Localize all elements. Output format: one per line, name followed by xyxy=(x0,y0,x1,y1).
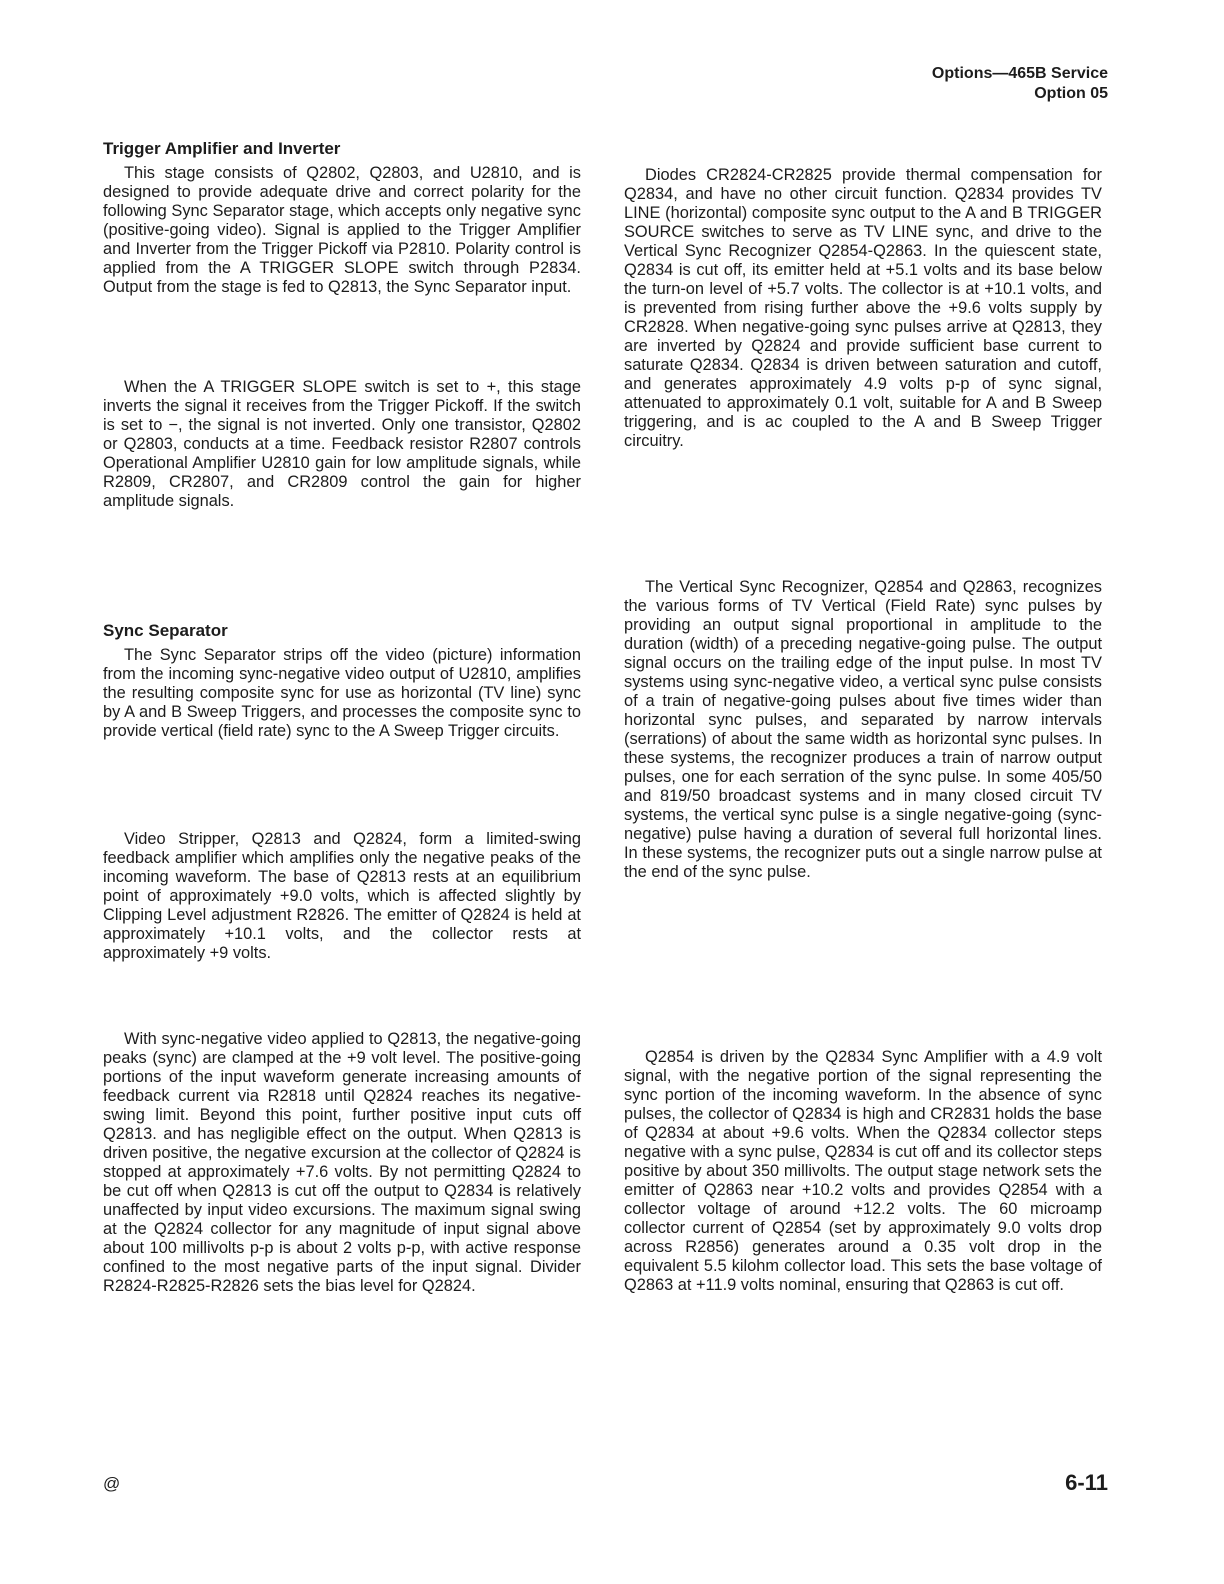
paragraph-sync-separator: The Sync Separator strips off the video (picture) information from the incoming sync-negative video output of U2810, amplifies the resulting composite sync for use as horizontal (TV line) sync by A and B Sweep Triggers, and processes the composite sync to provide vertical (field rate) sync to the A Sweep Trigger circuits. xyxy=(103,646,581,740)
heading-sync-separator: Sync Separator xyxy=(103,621,228,640)
right-section-q2854 xyxy=(624,1048,1102,1295)
right-section-vertical-sync xyxy=(624,578,1102,882)
heading-trigger-amplifier: Trigger Amplifier and Inverter xyxy=(103,139,341,158)
left-section-sync xyxy=(103,620,581,741)
paragraph-q2854-drive: Q2854 is driven by the Q2834 Sync Amplifier with a 4.9 volt signal, with the negative portion of the signal representing the sync portion of the incoming waveform. In the absence of sync pulses, the collector of Q2834 is high and CR2831 holds the base of Q2834 at about +9.6 volts. When the Q2834 collector steps negative with a sync pulse, Q2834 is cut off and its collector steps positive by about 350 millivolts. The output stage network sets the emitter of Q2863 near +10.2 volts and provides Q2854 with a collector voltage of around +12.2 volts. The 60 microamp collector current of Q2854 (set by approximately 9.0 volts drop across R2856) generates around a 0.35 volt drop in the equivalent 5.5 kilohm collector load. This sets the base voltage of Q2863 at +11.9 volts nominal, ensuring that Q2863 is cut off. xyxy=(624,1048,1102,1294)
left-section-slope xyxy=(103,378,581,511)
page-header xyxy=(932,64,1108,104)
paragraph-video-stripper: Video Stripper, Q2813 and Q2824, form a limited-swing feedback amplifier which amplifies only the negative peaks of the incoming waveform. The base of Q2813 rests at an equilibrium point of approximately +9.0 volts, which is affected slightly by Clipping Level adjustment R2826. The emitter of Q2824 is held at approximately +10.1 volts, and the collector rests at approximately +9 volts. xyxy=(103,830,581,962)
paragraph-vertical-sync-recognizer: The Vertical Sync Recognizer, Q2854 and Q2863, recognizes the various forms of TV Vertical (Field Rate) sync pulses by providing an output signal proportional in amplitude to the duration (width) of a preceding negative-going pulse. The output signal occurs on the trailing edge of the input pulse. In most TV systems using sync-negative video, a vertical sync pulse consists of a train of negative-going pulses about five times wider than horizontal sync pulses, and separated by narrow intervals (serrations) of about the same width as horizontal sync pulses. In these systems, the recognizer produces a train of narrow output pulses, one for each serration of the sync pulse. In some 405/50 and 819/50 broadcast systems and in many closed circuit TV systems, the vertical sync pulse is a single negative-going (sync-negative) pulse having a duration of several full horizontal lines. In these systems, the recognizer puts out a single narrow pulse at the end of the sync pulse. xyxy=(624,578,1102,881)
paragraph-trigger-stage: This stage consists of Q2802, Q2803, and U2810, and is designed to provide adequate drive and correct polarity for the following Sync Separator stage, which accepts only negative sync (positive-going video). Signal is applied to the Trigger Amplifier and Inverter from the Trigger Pickoff via P2810. Polarity control is applied from the A TRIGGER SLOPE switch through P2834. Output from the stage is fed to Q2813, the Sync Separator input. xyxy=(103,164,581,296)
page-number: 6-11 xyxy=(1065,1470,1108,1495)
left-section-sync-negative xyxy=(103,1030,581,1296)
paragraph-sync-negative-video: With sync-negative video applied to Q2813, the negative-going peaks (sync) are clamped at the +9 volt level. The positive-going portions of the input waveform generate increasing amounts of feedback current via R2818 until Q2824 reaches its negative-swing limit. Beyond this point, further positive input cuts off Q2813. and has negligible effect on the output. When Q2813 is driven positive, the negative excursion at the collector of Q2824 is stopped at approximately +7.6 volts. By not permitting Q2824 to be cut off when Q2813 is cut off the output to Q2834 is relatively unaffected by input video excursions. The maximum signal swing at the Q2824 collector for any magnitude of input signal above about 100 millivolts p-p is about 2 volts p-p, with active response confined to the most negative parts of the input signal. Divider R2824-R2825-R2826 sets the bias level for Q2824. xyxy=(103,1030,581,1295)
left-section-trigger xyxy=(103,138,581,297)
header-manual-title: Options—465B Service xyxy=(931,65,1108,82)
right-section-diodes xyxy=(624,166,1102,451)
header-option-label: Option 05 xyxy=(1034,85,1108,102)
footer-symbol: @ xyxy=(103,1474,121,1493)
paragraph-diodes: Diodes CR2824-CR2825 provide thermal compensation for Q2834, and have no other circuit function. Q2834 provides TV LINE (horizontal) composite sync output to the A and B TRIGGER SOURCE switches to serve as TV LINE sync, and drive to the Vertical Sync Recognizer Q2854-Q2863. In the quiescent state, Q2834 is cut off, its emitter held at +5.1 volts and its base below the turn-on level of +5.7 volts. The collector is at +10.1 volts, and is prevented from rising further above the +9.6 volts supply by CR2828. When negative-going sync pulses arrive at Q2813, they are inverted by Q2824 and provide sufficient base current to saturate Q2834. Q2834 is driven between saturation and cutoff, and generates approximately 4.9 volts p-p of sync signal, attenuated to approximately 0.1 volt, suitable for A and B Sweep triggering, and is ac coupled to the A and B Sweep Trigger circuitry. xyxy=(624,166,1102,450)
left-section-video-stripper xyxy=(103,830,581,963)
paragraph-slope-switch: When the A TRIGGER SLOPE switch is set to +, this stage inverts the signal it receives from the Trigger Pickoff. If the switch is set to −, the signal is not inverted. Only one transistor, Q2802 or Q2803, conducts at a time. Feedback resistor R2807 controls Operational Amplifier U2810 gain for low amplitude signals, while R2809, CR2807, and CR2809 control the gain for higher amplitude signals. xyxy=(103,378,581,510)
